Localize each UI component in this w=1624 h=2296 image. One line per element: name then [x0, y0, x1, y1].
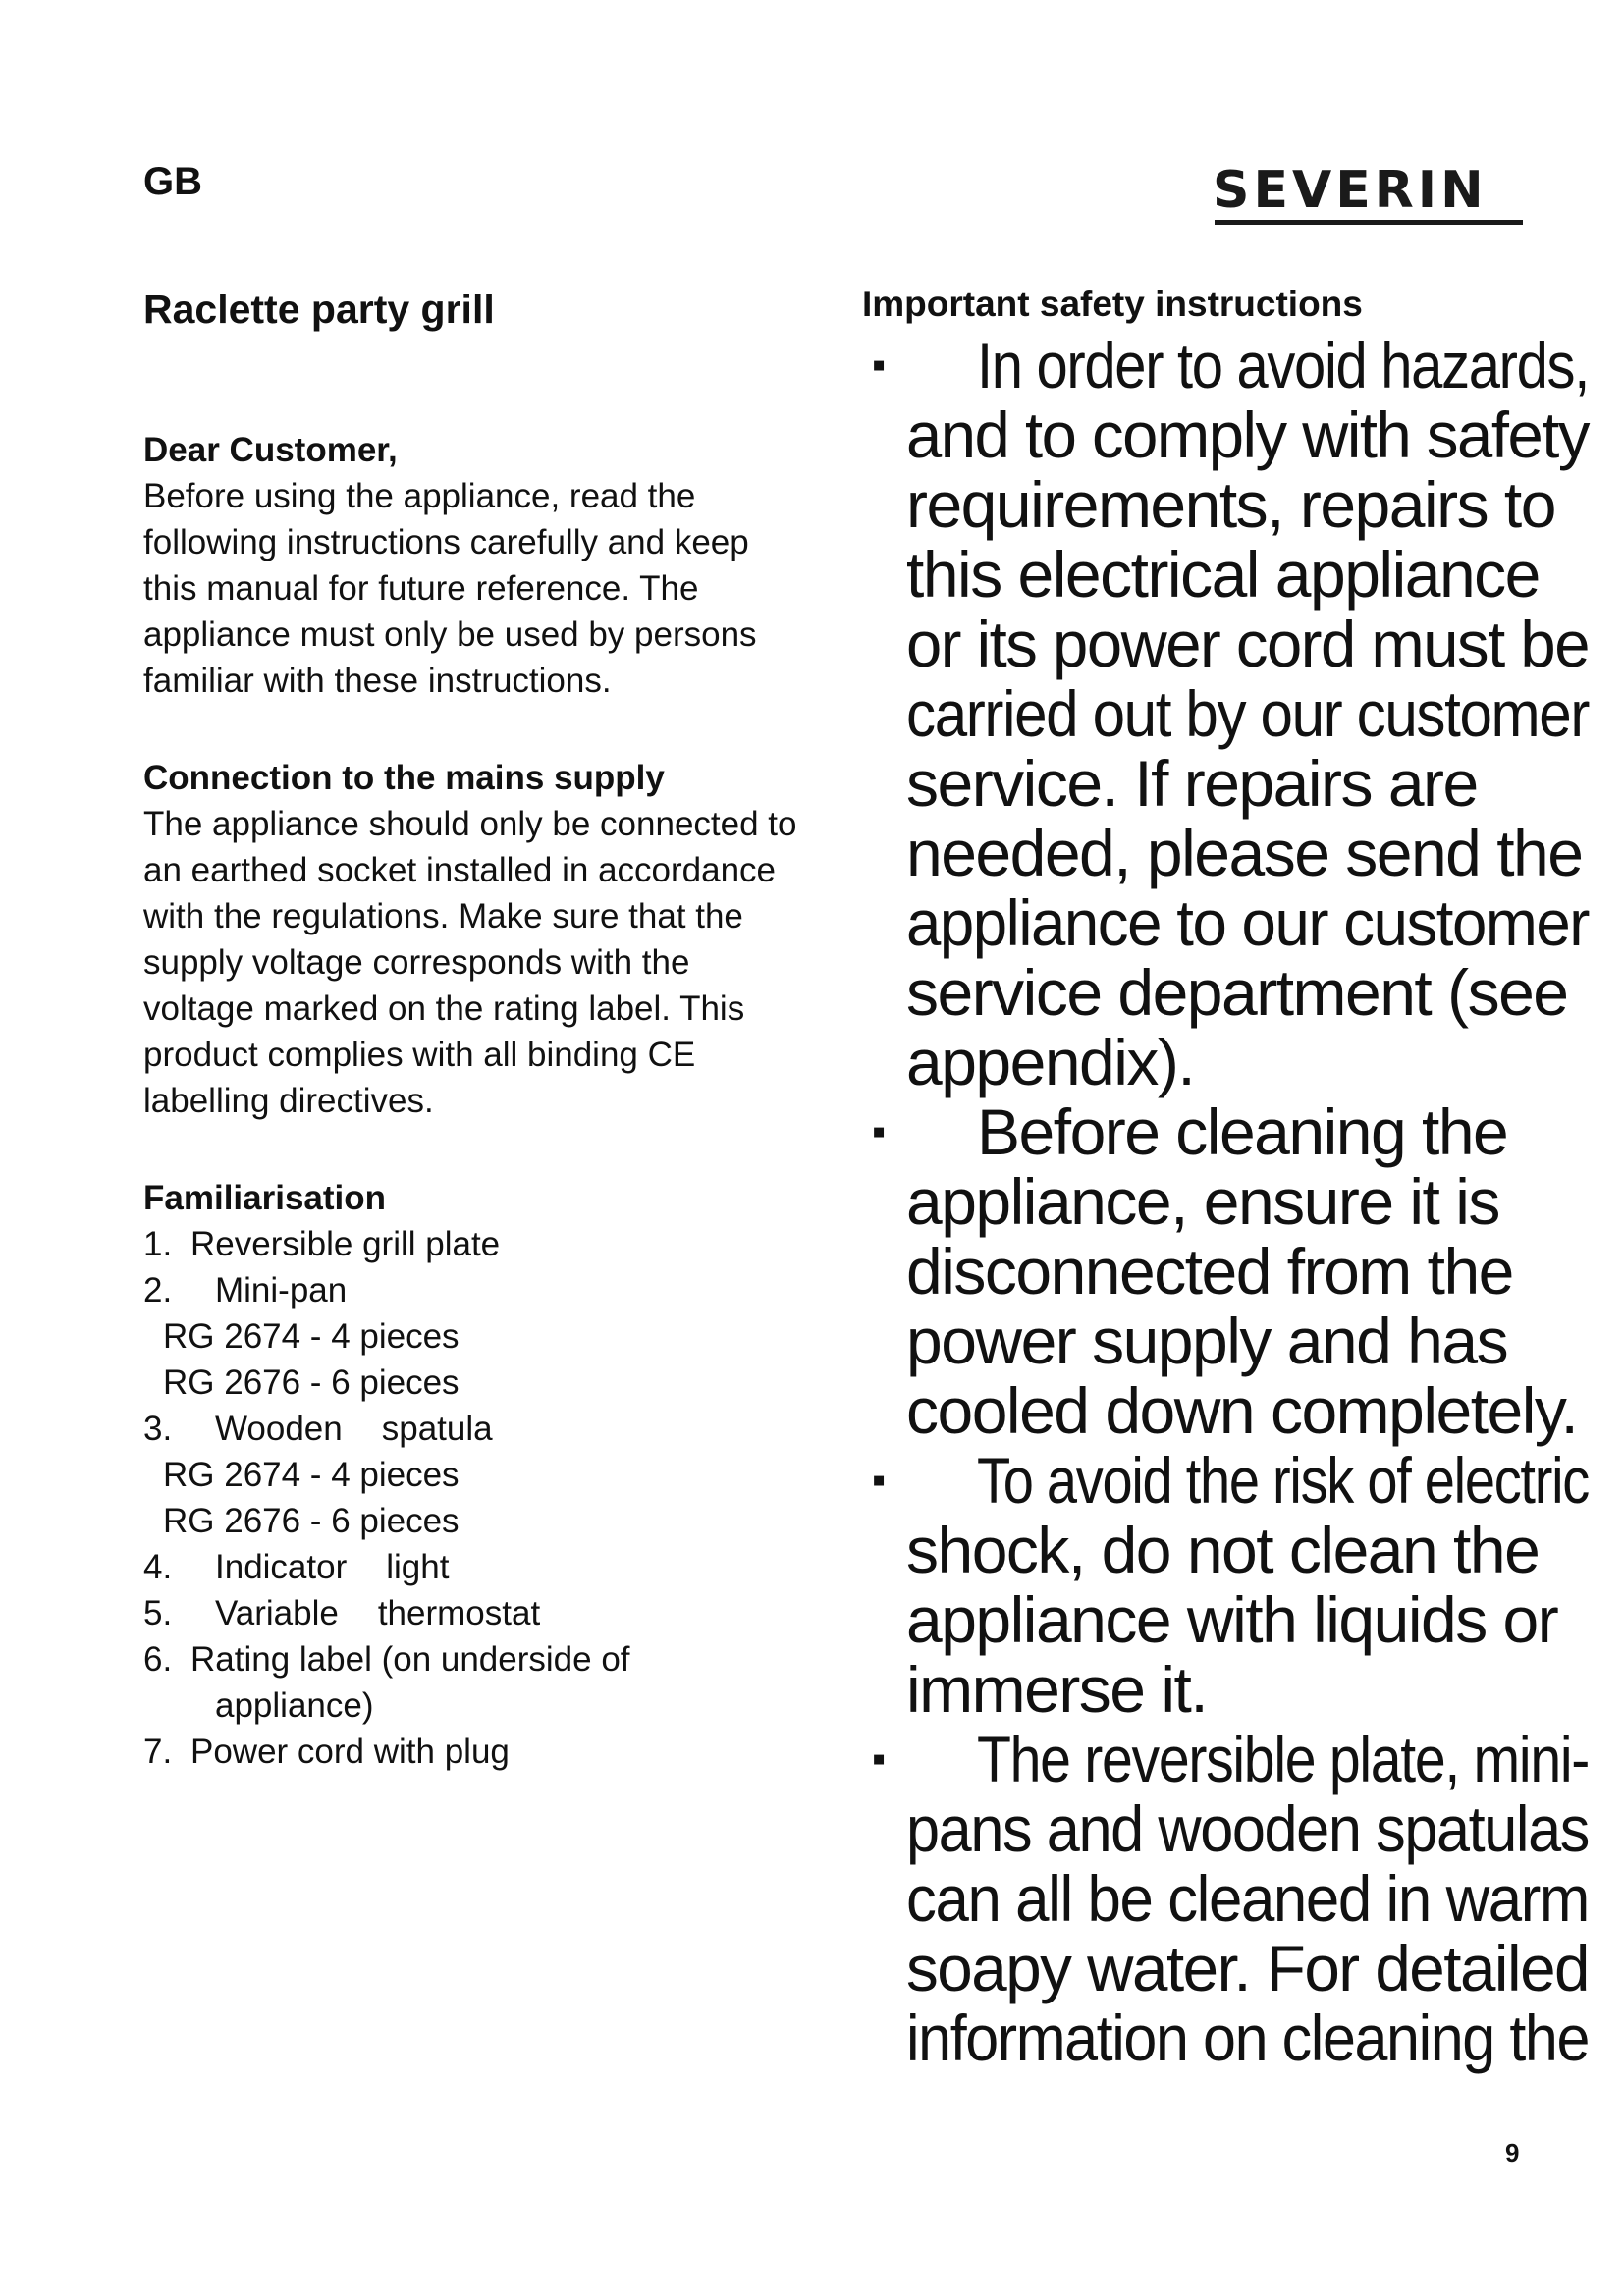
- list-subitem: RG 2674 - 4 pieces: [163, 1456, 460, 1494]
- text-line: Before using the appliance, read the: [143, 477, 696, 515]
- text-line: this manual for future reference. The: [143, 569, 699, 608]
- text-line: needed, please send the: [906, 817, 1583, 889]
- logo-underline: [1215, 220, 1523, 225]
- item-number: 5.: [143, 1594, 173, 1632]
- bullet-first-line: Before cleaning the: [977, 1095, 1508, 1168]
- text-line: familiar with these instructions.: [143, 662, 612, 700]
- item-text: Indicator: [215, 1548, 348, 1586]
- list-item: [143, 1590, 811, 1636]
- text-line: with the regulations. Make sure that the: [143, 897, 743, 935]
- item-number: 2.: [143, 1271, 173, 1309]
- item-text: Rating label (on underside of: [190, 1640, 630, 1679]
- item-number: 6.: [143, 1640, 173, 1679]
- list-subitem: RG 2676 - 6 pieces: [163, 1502, 460, 1540]
- dear-customer-text: [143, 473, 811, 704]
- text-line: appliance, ensure it is: [906, 1165, 1499, 1238]
- text-line: appliance to our customer: [906, 886, 1589, 959]
- text-line: cooled down completely.: [906, 1374, 1578, 1447]
- connection-text: [143, 801, 811, 1124]
- bullet-first-line: To avoid the risk of electric: [977, 1444, 1589, 1517]
- list-item: [143, 1267, 811, 1313]
- text-line: service department (see: [906, 956, 1568, 1029]
- item-number: 3.: [143, 1410, 173, 1448]
- bullet-dot-icon: ▪: [872, 1110, 885, 1153]
- text-line: this electrical appliance: [906, 538, 1540, 611]
- item-text: Variable: [215, 1594, 339, 1632]
- brand-wordmark: SEVERIN: [1213, 161, 1488, 220]
- list-item: [143, 1729, 811, 1775]
- text-line: appendix).: [906, 1026, 1195, 1098]
- text-line: appliance must only be used by persons: [143, 615, 757, 654]
- language-code: GB: [143, 160, 202, 203]
- bullet-dot-icon: ▪: [872, 1737, 885, 1781]
- list-item: [143, 1406, 811, 1452]
- text-line: immerse it.: [906, 1653, 1208, 1726]
- right-column: [862, 282, 1589, 2073]
- item-number: 4.: [143, 1548, 173, 1586]
- item-text: Mini-pan: [215, 1271, 348, 1309]
- connection-heading: Connection to the mains supply: [143, 759, 665, 797]
- item-text: Reversible grill plate: [190, 1225, 501, 1263]
- severin-logo: [1213, 161, 1527, 226]
- item-text: light: [386, 1548, 450, 1586]
- text-line: shock, do not clean the: [906, 1514, 1540, 1586]
- item-text: spatula: [381, 1410, 493, 1448]
- text-line: information on cleaning the: [906, 2002, 1589, 2074]
- page-number: 9: [1505, 2138, 1520, 2167]
- text-line: power supply and has: [906, 1305, 1508, 1377]
- familiarisation-heading: Familiarisation: [143, 1179, 387, 1217]
- text-line: disconnected from the: [906, 1235, 1513, 1308]
- text-line: supply voltage corresponds with the: [143, 943, 690, 982]
- list-item: [143, 1636, 811, 1682]
- list-subitem: RG 2674 - 4 pieces: [163, 1317, 460, 1356]
- list-item-continuation: appliance): [215, 1686, 374, 1725]
- text-line: an earthed socket installed in accordance: [143, 851, 777, 889]
- text-line: appliance with liquids or: [906, 1583, 1558, 1656]
- safety-bullet: [862, 331, 1589, 1097]
- text-line: following instructions carefully and keep: [143, 523, 749, 561]
- text-line: or its power cord must be: [906, 608, 1589, 680]
- bullet-first-line: The reversible plate, mini-: [977, 1723, 1589, 1795]
- list-subitem: RG 2676 - 6 pieces: [163, 1363, 460, 1402]
- item-text: Wooden: [215, 1410, 343, 1448]
- safety-bullet: [862, 1097, 1589, 1446]
- text-line: carried out by our customer: [906, 677, 1589, 750]
- text-line: soapy water. For detailed: [906, 1932, 1589, 2004]
- safety-heading: Important safety instructions: [862, 284, 1363, 324]
- text-line: voltage marked on the rating label. This: [143, 989, 745, 1028]
- left-column: [143, 285, 811, 1775]
- text-line: The appliance should only be connected to: [143, 805, 797, 843]
- item-number: 1.: [143, 1225, 173, 1263]
- text-line: pans and wooden spatulas: [906, 1792, 1589, 1865]
- bullet-dot-icon: ▪: [872, 1459, 885, 1502]
- bullet-first-line: In order to avoid hazards,: [977, 329, 1589, 401]
- safety-bullet: [862, 1446, 1589, 1725]
- list-item: [143, 1221, 811, 1267]
- parts-list: [143, 1221, 811, 1775]
- text-line: labelling directives.: [143, 1082, 434, 1120]
- item-text: Power cord with plug: [190, 1733, 510, 1771]
- text-line: requirements, repairs to: [906, 468, 1555, 541]
- list-item: [143, 1544, 811, 1590]
- text-line: product complies with all binding CE: [143, 1036, 696, 1074]
- safety-bullet: [862, 1725, 1589, 2073]
- item-number: 7.: [143, 1733, 173, 1771]
- text-line: and to comply with safety: [906, 399, 1589, 471]
- item-text: thermostat: [377, 1594, 541, 1632]
- dear-customer-heading: Dear Customer,: [143, 431, 398, 469]
- product-title: Raclette party grill: [143, 287, 495, 332]
- text-line: service. If repairs are: [906, 747, 1478, 820]
- bullet-dot-icon: ▪: [872, 344, 885, 387]
- text-line: can all be cleaned in warm: [906, 1862, 1589, 1935]
